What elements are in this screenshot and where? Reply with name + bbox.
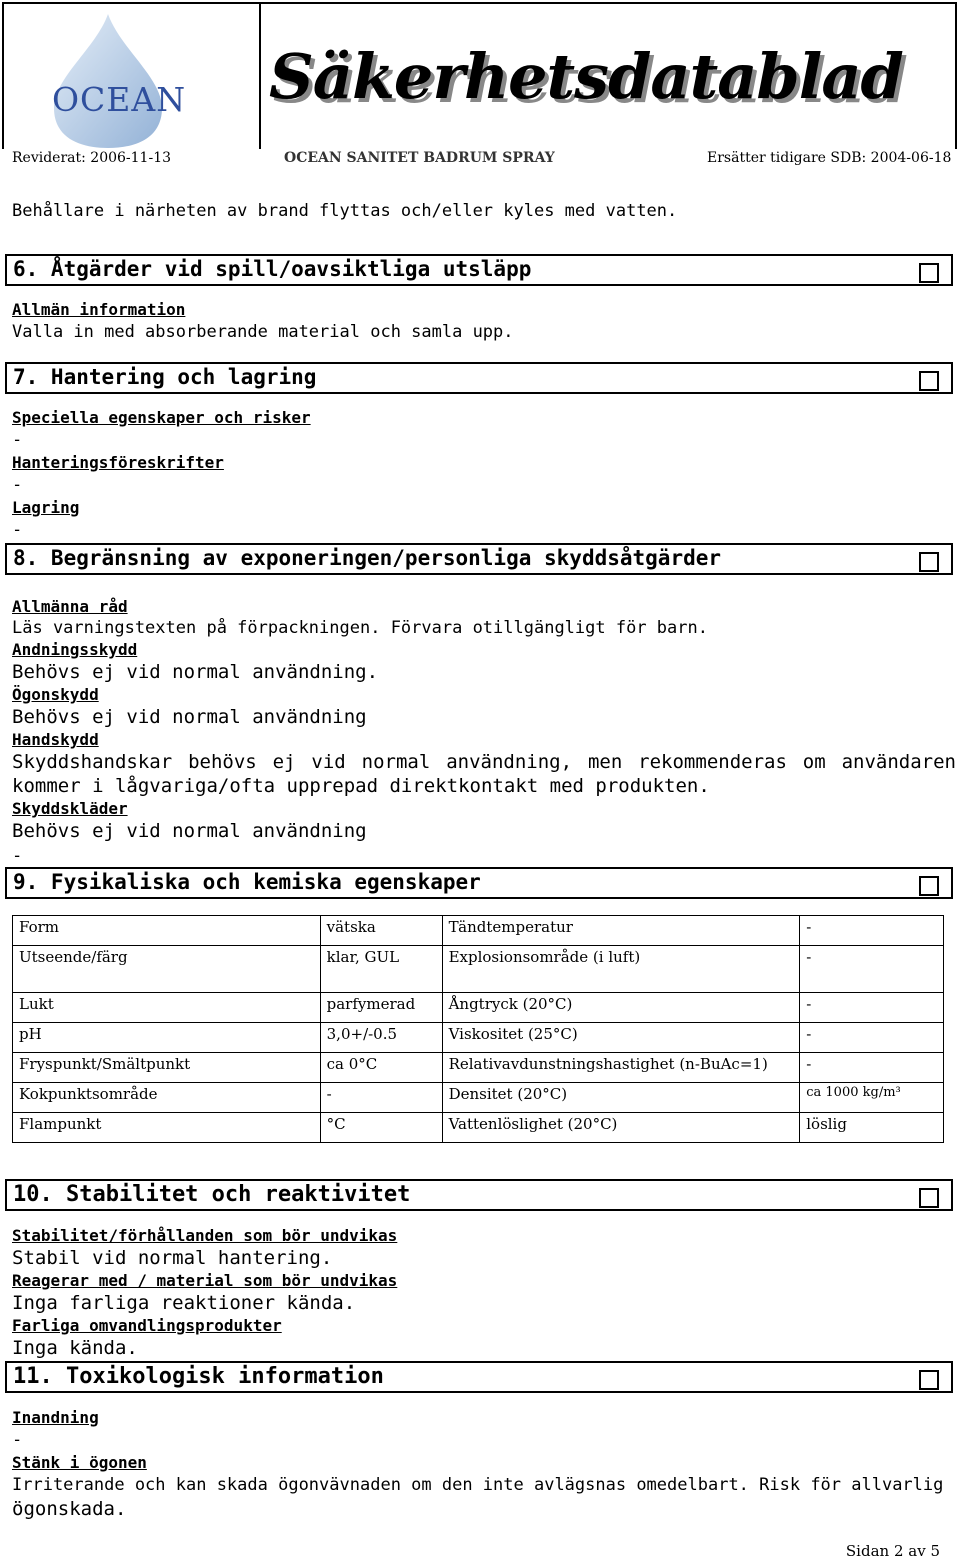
section-10-title: 10. Stabilitet och reaktivitet [13,1182,411,1207]
table-row [13,916,944,946]
table-cell: - [800,916,944,946]
properties-table [12,915,944,1143]
table-cell: Form [13,916,321,946]
revision-date: Reviderat: 2006-11-13 [12,150,172,166]
table-cell: 3,0+/-0.5 [320,1023,442,1053]
logo-wordmark: OCEAN [52,80,187,119]
table-cell: - [800,1023,944,1053]
product-name: OCEAN SANITET BADRUM SPRAY [284,150,555,166]
section-8-text-3: Behövs ej vid normal användning [12,706,367,728]
table-row [13,1053,944,1083]
section-8-text-5: Behövs ej vid normal användning [12,820,367,842]
section-8-title: 8. Begränsning av exponeringen/personliga skyddsåtgärder [13,546,722,570]
table-cell: Fryspunkt/Smältpunkt [13,1053,321,1083]
table-cell: vätska [320,916,442,946]
section-8-checkbox[interactable] [919,552,939,572]
section-8-sub-3: Ögonskydd [12,685,99,704]
replaces-sds: Ersätter tidigare SDB: 2004-06-18 [707,150,952,166]
section-10-text-2: Inga farliga reaktioner kända. [12,1292,356,1314]
section-6-title: 6. Åtgärder vid spill/oavsiktliga utsläpp [13,257,532,281]
table-cell: °C [320,1113,442,1143]
table-cell: Flampunkt [13,1113,321,1143]
table-cell: Explosionsområde (i luft) [442,946,800,993]
section-8-text-1: Läs varningstexten på förpackningen. Förvara otillgängligt för barn. [12,618,708,638]
section-11-text-2b: ögonskada. [12,1498,127,1520]
table-cell: pH [13,1023,321,1053]
table-row [13,993,944,1023]
section-8-text-4: Skyddshandskar behövs ej vid normal användning, men rekommenderas om användaren kommer i lågvariga/ofta upprepad direktkontakt med produkten. [12,751,956,797]
section-6-subheading: Allmän information [12,300,186,319]
section-6-text: Valla in med absorberande material och samla upp. [12,322,514,342]
table-cell: Relativavdunstningshastighet (n-BuAc=1) [442,1053,800,1083]
section-8-sub-4: Handskydd [12,730,99,749]
section-10-checkbox[interactable] [919,1188,939,1208]
table-cell: - [800,946,944,993]
document-header [2,2,957,149]
table-cell: ca 0°C [320,1053,442,1083]
table-cell: - [800,993,944,1023]
section-10-text-1: Stabil vid normal hantering. [12,1247,333,1269]
table-row [13,946,944,993]
table-cell: Ångtryck (20°C) [442,993,800,1023]
section-8-header [5,543,953,575]
table-row [13,1113,944,1143]
section-8-sub-5: Skyddskläder [12,799,128,818]
section-9-checkbox[interactable] [919,876,939,896]
section-11-sub-2: Stänk i ögonen [12,1453,147,1472]
table-row [13,1023,944,1053]
section-6-header [5,254,953,286]
section-8-sub-2: Andningsskydd [12,640,138,659]
table-cell: Vattenlöslighet (20°C) [442,1113,800,1143]
section-7-val-2: - [12,475,23,495]
section-10-sub-3: Farliga omvandlingsprodukter [12,1316,282,1335]
table-cell: Kokpunktsområde [13,1083,321,1113]
section-6-checkbox[interactable] [919,263,939,283]
section-9-header [5,867,953,899]
section-11-sub-1: Inandning [12,1408,99,1427]
table-cell: Tändtemperatur [442,916,800,946]
table-cell: klar, GUL [320,946,442,993]
section-7-checkbox[interactable] [919,371,939,391]
section-8-sub-1: Allmänna råd [12,597,128,616]
section-7-val-1: - [12,430,23,450]
table-cell: Densitet (20°C) [442,1083,800,1113]
page-number: Sidan 2 av 5 [845,1542,940,1560]
table-cell: parfymerad [320,993,442,1023]
page-title: Säkerhetsdatablad [269,40,903,113]
water-drop-icon [8,8,208,149]
section-7-sub-1: Speciella egenskaper och risker [12,408,311,427]
ocean-logo [8,8,208,149]
header-divider [259,4,261,149]
table-cell: Viskositet (25°C) [442,1023,800,1053]
section-11-text-2a: Irriterande och kan skada ögonvävnaden om den inte avlägsnas omedelbart. Risk för allvarlig [12,1475,944,1495]
section-8-text-2: Behövs ej vid normal användning. [12,661,379,683]
table-cell: löslig [800,1113,944,1143]
section-11-checkbox[interactable] [919,1370,939,1390]
section-7-sub-2: Hanteringsföreskrifter [12,453,224,472]
section-11-title: 11. Toxikologisk information [13,1364,384,1389]
section-7-header [5,362,953,394]
section-11-header [5,1361,953,1393]
section-10-sub-2: Reagerar med / material som bör undvikas [12,1271,398,1290]
section-10-sub-1: Stabilitet/förhållanden som bör undvikas [12,1226,398,1245]
section-11-val-1: - [12,1430,23,1450]
section-9-title: 9. Fysikaliska och kemiska egenskaper [13,870,481,894]
section-7-sub-3: Lagring [12,498,80,517]
table-cell: Utseende/färg [13,946,321,993]
section-8-val-end: - [12,846,23,866]
section-10-header [5,1179,953,1211]
table-cell: ca 1000 kg/m³ [800,1083,944,1113]
table-cell: - [800,1053,944,1083]
section-7-title: 7. Hantering och lagring [13,365,317,389]
table-row [13,1083,944,1113]
intro-text: Behållare i närheten av brand flyttas och/eller kyles med vatten. [12,201,678,221]
section-10-text-3: Inga kända. [12,1337,138,1359]
table-cell: Lukt [13,993,321,1023]
section-7-val-3: - [12,520,23,540]
table-cell: - [320,1083,442,1113]
